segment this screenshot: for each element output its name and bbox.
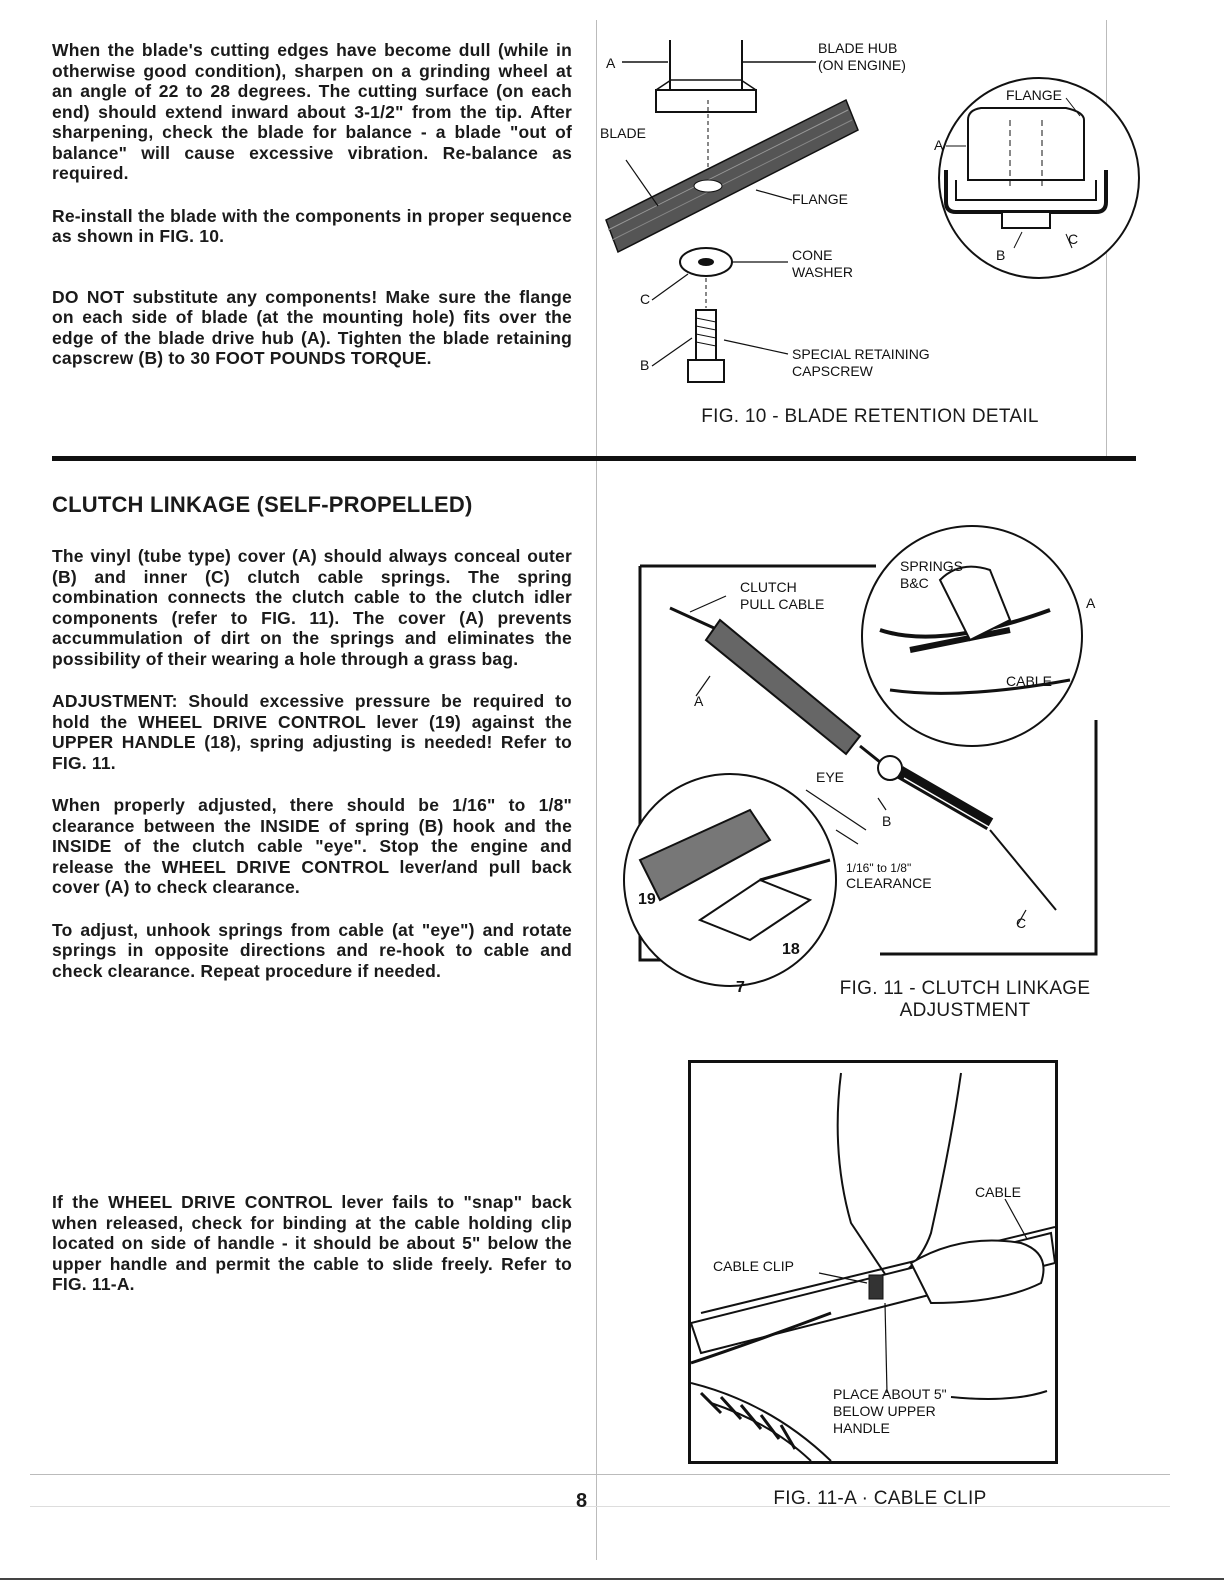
fig10-label-blade-hub: BLADE HUB: [818, 40, 898, 56]
fig11-label-clearance-2: CLEARANCE: [846, 875, 932, 891]
fig11a-diagram: [691, 1063, 1055, 1461]
clutch-section: [52, 492, 572, 1003]
fig10-label-special-retaining: SPECIAL RETAINING: [792, 346, 930, 362]
fig10-inset-flange: FLANGE: [1006, 87, 1063, 103]
fig11-caption: [810, 978, 1120, 1022]
clutch-para-5: If the WHEEL DRIVE CONTROL lever fails to "snap" back when released, check for binding at the cable holding clip located on side of handle - it should be about 5" below the upper handle and permit the cable to slide freely. Refer to FIG. 11-A.: [52, 1192, 572, 1294]
fig10-inset-c: C: [1068, 231, 1079, 247]
fig10-label-b: B: [640, 357, 650, 373]
fig11a-label-place-3: HANDLE: [833, 1420, 890, 1436]
fig11-label-springs: SPRINGS: [900, 558, 964, 574]
do-not-emphasis: DO NOT: [52, 286, 125, 307]
fig10-inset-b: B: [996, 247, 1006, 263]
fig10-label-on-engine: (ON ENGINE): [818, 57, 906, 73]
fig11-label-a: A: [694, 693, 704, 709]
blade-para-3: [52, 287, 572, 369]
fig11-caption-line-1: FIG. 11 - CLUTCH LINKAGE: [839, 978, 1091, 999]
fig11a-label-place-2: BELOW UPPER: [833, 1403, 936, 1419]
fig10-inset-a: A: [934, 137, 944, 153]
fig11-label-clearance-1: 1/16" to 1/8": [846, 861, 912, 875]
clutch-para-1: The vinyl (tube type) cover (A) should always conceal outer (B) and inner (C) clutch cable springs. The spring combination connects the clutch cable to the clutch idler components (refer to FIG. 11). The cover (A) prevents accummulation of dirt on the springs and eliminates the possibility of their wearing a hole through a grass bag.: [52, 546, 572, 669]
torque-emphasis: 30 FOOT POUNDS TORQUE.: [190, 348, 432, 368]
fig10-label-cone: CONE: [792, 247, 833, 263]
fig11-label-19: 19: [638, 891, 656, 908]
fig10-label-capscrew: CAPSCREW: [792, 363, 873, 379]
clutch-para-2: [52, 691, 572, 773]
scan-line-bottom: [30, 1474, 1170, 1475]
adjustment-label: ADJUSTMENT:: [52, 691, 178, 711]
fig11a-label-place-1: PLACE ABOUT 5": [833, 1386, 947, 1402]
fig10-label-a: A: [606, 55, 616, 71]
fig10-caption: FIG. 10 - BLADE RETENTION DETAIL: [701, 406, 1039, 427]
blade-para-2: Re-install the blade with the components in proper sequence as shown in FIG. 10.: [52, 205, 572, 246]
section-divider: [52, 456, 1136, 461]
fig11a-label-cable-clip: CABLE CLIP: [713, 1258, 794, 1274]
fig10-label-washer: WASHER: [792, 264, 853, 280]
fig11a-label-cable: CABLE: [975, 1184, 1021, 1200]
fig11-label-7: 7: [736, 979, 745, 996]
fig11-label-bc: B&C: [900, 575, 929, 591]
blade-para-1: When the blade's cutting edges have become dull (while in otherwise good condition), sharpen on a grinding wheel at an angle of 22 to 28 degrees. The cutting surface (on each end) should extend inward about 3-1/2" from the tip. After sharpening, check the blade for balance - a blade "out of balance" will cause excessive vibration. Re-balance as required.: [52, 40, 572, 183]
fig10-label-c: C: [640, 291, 651, 307]
scan-line-base: [0, 1578, 1224, 1580]
fig11-label-cable: CABLE: [1006, 673, 1052, 689]
clutch-para-2-body: Should excessive pressure be required to hold the WHEEL DRIVE CONTROL lever (19) against the UPPER HANDLE (18), spring adjusting is needed! Refer to FIG. 11.: [52, 691, 572, 773]
fig11a-caption: FIG. 11-A · CABLE CLIP: [773, 1488, 987, 1509]
fig11-label-eye: EYE: [816, 769, 845, 785]
fig11-label-b: B: [882, 813, 892, 829]
fig10-diagram: [596, 20, 1156, 400]
blade-section: [52, 40, 572, 391]
fig10-label-flange: FLANGE: [792, 191, 849, 207]
fig11-inset-a: A: [1086, 595, 1096, 611]
fig11-caption-line-2: ADJUSTMENT: [899, 1000, 1031, 1021]
clutch-heading: CLUTCH LINKAGE (SELF-PROPELLED): [52, 492, 473, 517]
page-number: 8: [576, 1490, 588, 1512]
fig11-label-18: 18: [782, 941, 800, 958]
fig11-label-clutch: CLUTCH: [740, 579, 797, 595]
fig11-label-c: C: [1016, 915, 1027, 931]
blade-para-3-body: substitute any components! Make sure the flange on each side of blade (at the mounting hole) fits over the edge of the blade drive hub (A). Tighten the blade retaining capscrew (B) to: [52, 286, 572, 368]
fig10-label-blade: BLADE: [600, 125, 646, 141]
fig11-diagram: [610, 500, 1150, 1010]
clutch-snap-section: [52, 1192, 572, 1317]
clutch-para-4: To adjust, unhook springs from cable (at "eye") and rotate springs in opposite directions and re-hook to cable and check clearance. Repeat procedure if needed.: [52, 919, 572, 981]
clutch-para-3: When properly adjusted, there should be 1/16" to 1/8" clearance between the INSIDE of spring (B) hook and the INSIDE of the clutch cable "eye". Stop the engine and release the WHEEL DRIVE CONTROL lever/and pull back cover (A) to check clearance.: [52, 795, 572, 897]
fig11-label-pull-cable: PULL CABLE: [740, 596, 825, 612]
